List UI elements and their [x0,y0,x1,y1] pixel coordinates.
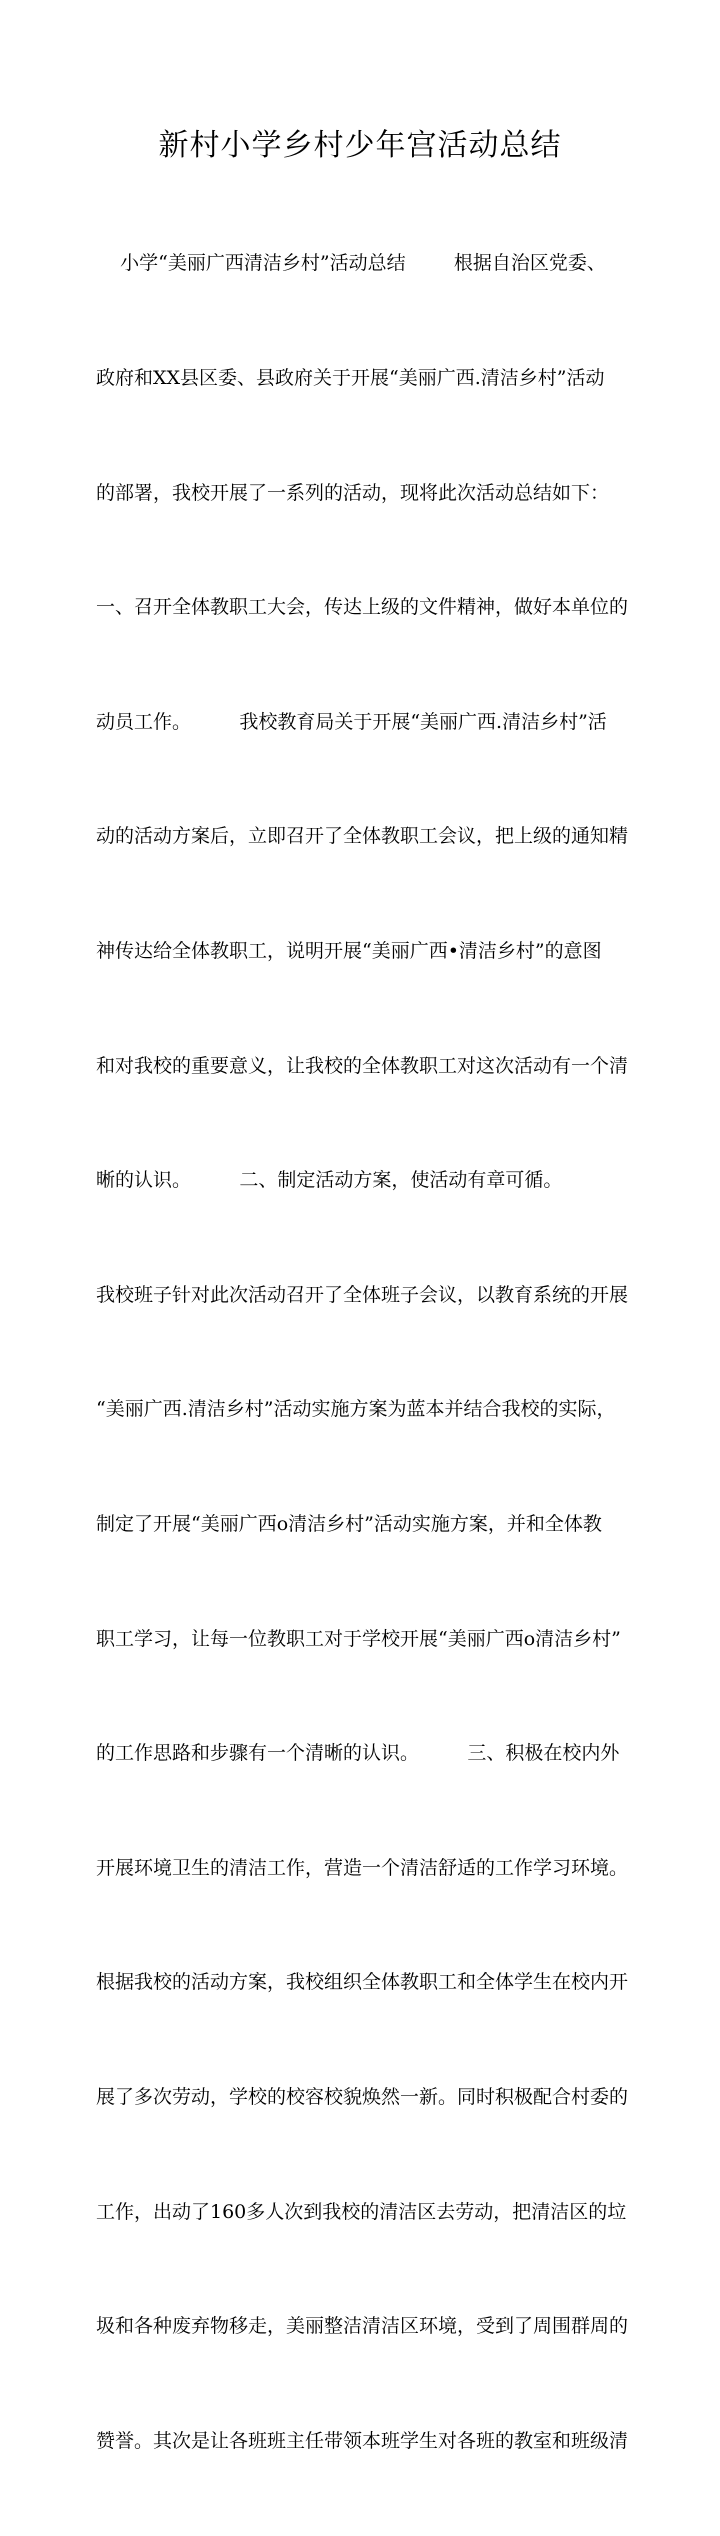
body-line: 动的活动方案后，立即召开了全体教职工会议，把上级的通知精 [96,825,629,848]
body-line: 制定了开展“美丽广西ο清洁乡村”活动实施方案，并和全体教 [96,1512,602,1535]
document-body [96,168,640,2536]
body-line: “美丽广西.清洁乡村”活动实施方案为蓝本并结合我校的实际， [96,1398,616,1421]
body-line: 的工作思路和步骤有一个清晰的认识。 三、积极在校内外 [96,1742,620,1765]
body-line: 小学“美丽广西清洁乡村”活动总结 根据自治区党委、 [96,252,606,275]
body-line: 工作，出动了160多人次到我校的清洁区去劳动，把清洁区的垃 [96,2200,627,2223]
body-line: 神传达给全体教职工，说明开展“美丽广西•清洁乡村”的意图 [96,939,602,962]
body-line: 和对我校的重要意义，让我校的全体教职工对这次活动有一个清 [96,1054,629,1077]
body-line: 根据我校的活动方案，我校组织全体教职工和全体学生在校内开 [96,1971,629,1994]
body-line: 动员工作。 我校教育局关于开展“美丽广西.清洁乡村”活 [96,710,607,733]
body-line: 展了多次劳动，学校的校容校貌焕然一新。同时积极配合村委的 [96,2085,629,2108]
body-line: 一、召开全体教职工大会，传达上级的文件精神，做好本单位的 [96,596,629,619]
body-line: 政府和XX县区委、县政府关于开展“美丽广西.清洁乡村”活动 [96,367,605,389]
document-title: 新村小学乡村少年宫活动总结 [158,128,562,163]
body-line: 我校班子针对此次活动召开了全体班子会议，以教育系统的开展 [96,1283,629,1306]
body-line: 圾和各种废弃物移走，美丽整洁清洁区环境，受到了周围群周的 [96,2315,629,2338]
body-line: 赞誉。其次是让各班班主任带领本班学生对各班的教室和班级清 [96,2429,629,2452]
body-line: 的部署，我校开展了一系列的活动，现将此次活动总结如下： [96,481,610,504]
body-line: 职工学习，让每一位教职工对于学校开展“美丽广西ο清洁乡村” [96,1627,621,1650]
body-line: 晰的认识。 二、制定活动方案，使活动有章可循。 [96,1169,563,1192]
body-line: 开展环境卫生的清洁工作，营造一个清洁舒适的工作学习环境。 [96,1856,629,1879]
